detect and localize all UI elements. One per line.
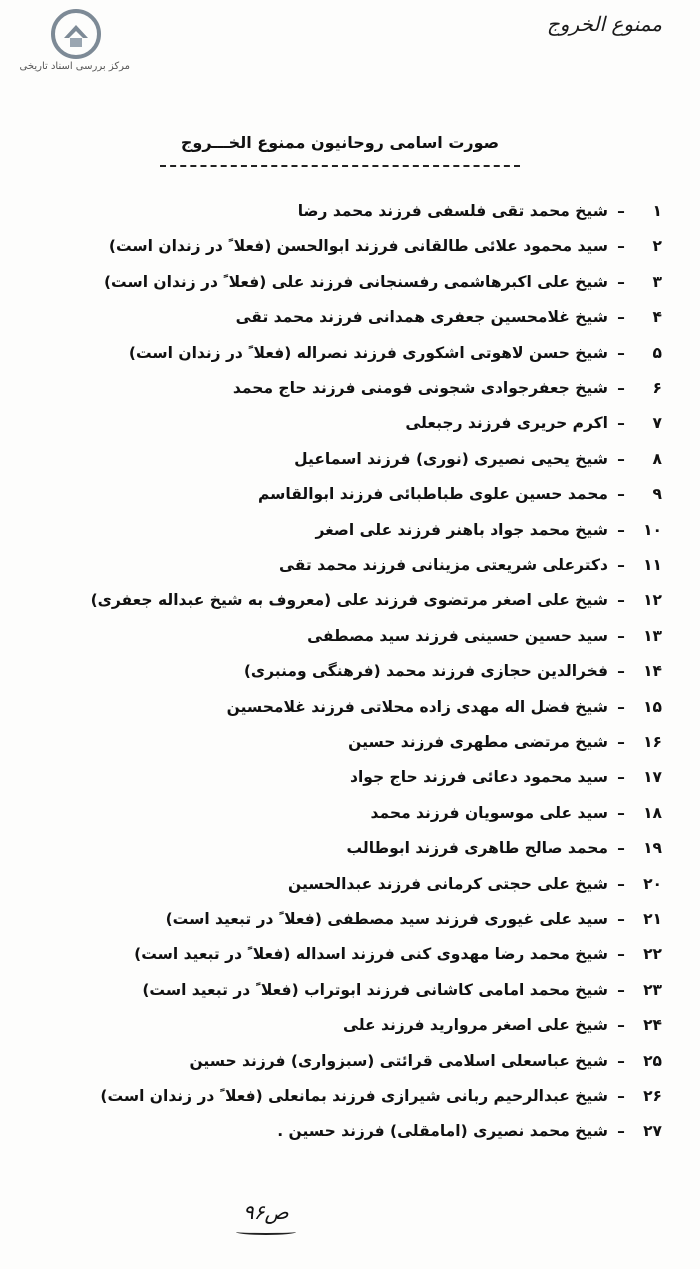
- list-item: [347, 833, 663, 863]
- item-text: دکترعلی شریعتی مزینانی فرزند محمد تقی: [279, 556, 608, 574]
- list-item: [129, 338, 662, 368]
- item-text: سید محمود علائی طالقانی فرزند ابوالحسن (فعلا ً در زندان است): [108, 237, 608, 256]
- list-item: [227, 692, 662, 722]
- item-text: شیخ علی اصغر مروارید فرزند علی: [343, 1016, 608, 1035]
- item-text: سید علی غیوری فرزند سید مصطفی (فعلا ً در تبعید است): [165, 910, 608, 928]
- item-text: محمد صالح طاهری فرزند ابوطالب: [346, 839, 608, 858]
- item-text: محمد حسین علوی طباطبائی فرزند ابوالقاسم: [258, 485, 608, 504]
- item-dash: –: [617, 874, 625, 893]
- item-dash: –: [617, 768, 625, 787]
- page-number-underline: [236, 1229, 296, 1235]
- item-text: شیخ علی اکبرهاشمی رفسنجانی فرزند علی (فعلا ً در زندان است): [103, 272, 608, 291]
- item-number: ۲۱: [643, 910, 662, 928]
- item-number: ۹: [652, 485, 662, 504]
- item-dash: –: [617, 1016, 625, 1035]
- list-item: [109, 231, 662, 261]
- archive-emblem-icon: [50, 8, 102, 60]
- item-text: سید حسین حسینی فرزند سید مصطفی: [307, 626, 608, 645]
- item-number: ۲۴: [643, 1016, 662, 1035]
- item-number: ۱۵: [643, 697, 662, 716]
- item-text: سید محمود دعائی فرزند حاج جواد: [349, 768, 608, 787]
- item-dash: –: [617, 591, 625, 610]
- item-dash: –: [617, 1051, 625, 1070]
- item-dash: –: [617, 980, 625, 999]
- item-number: ۷: [652, 414, 662, 433]
- list-item: [100, 1081, 662, 1111]
- list-item: [315, 515, 662, 545]
- list-item: [104, 267, 662, 297]
- item-dash: –: [617, 485, 625, 504]
- item-dash: –: [617, 1122, 625, 1141]
- item-dash: –: [617, 626, 625, 645]
- item-dash: –: [617, 414, 625, 433]
- list-item: [371, 798, 662, 828]
- item-text: شیخ علی حجتی کرمانی فرزند عبدالحسین: [288, 874, 608, 893]
- item-dash: –: [617, 379, 625, 397]
- item-number: ۲۵: [643, 1051, 662, 1070]
- list-item: [142, 975, 662, 1005]
- list-item: [189, 1046, 662, 1076]
- item-dash: –: [617, 449, 625, 468]
- item-text: شیخ غلامحسین جعفری همدانی فرزند محمد تقی: [235, 308, 608, 327]
- item-number: ۴: [652, 308, 662, 327]
- item-text: شیخ فضل اله مهدی زاده محلاتی فرزند غلامحسین: [226, 697, 608, 716]
- item-number: ۱۷: [643, 768, 662, 787]
- item-number: ۱۸: [643, 803, 662, 822]
- item-text: شیخ مرتضی مطهری فرزند حسین: [348, 733, 608, 751]
- item-text: شیخ علی اصغر مرتضوی فرزند علی (معروف به شیخ عبداله جعفری): [90, 591, 608, 610]
- item-dash: –: [617, 697, 625, 716]
- item-text: شیخ حسن لاهوتی اشکوری فرزند نصراله (فعلا ً در زندان است): [128, 343, 608, 362]
- list-item: [233, 373, 662, 403]
- item-number: ۲: [652, 237, 662, 256]
- item-dash: –: [617, 308, 625, 327]
- item-text: شیخ محمد امامی کاشانی فرزند ابوتراب (فعلا ً در تبعید است): [142, 980, 608, 999]
- item-number: ۶: [652, 379, 662, 397]
- item-number: ۲۳: [643, 980, 662, 999]
- item-text: شیخ عباسعلی اسلامی قرائتی (سبزواری) فرزند حسین: [189, 1051, 608, 1070]
- list-item: [343, 1010, 662, 1040]
- item-number: ۱۰: [643, 520, 662, 539]
- item-dash: –: [617, 520, 625, 539]
- list-item: [277, 1116, 662, 1146]
- list-item: [405, 408, 662, 438]
- item-text: اکرم حریری فرزند رجبعلی: [405, 414, 608, 433]
- list-item: [166, 904, 662, 934]
- item-dash: –: [617, 910, 625, 928]
- item-dash: –: [617, 1087, 625, 1105]
- item-number: ۱۶: [643, 733, 662, 751]
- item-dash: –: [617, 803, 625, 822]
- item-number: ۵: [652, 343, 662, 362]
- item-number: ۲۶: [643, 1087, 662, 1105]
- list-item: [294, 444, 662, 474]
- item-number: ۱۳: [643, 626, 662, 645]
- item-dash: –: [617, 237, 625, 256]
- title-underline: [160, 165, 520, 167]
- item-dash: –: [617, 839, 625, 858]
- item-dash: –: [617, 556, 625, 574]
- corner-handwritten-note: ممنوع الخروج: [546, 12, 662, 36]
- list-item: [307, 621, 662, 651]
- page-number: ص۹۶: [243, 1200, 289, 1224]
- list-item: [348, 727, 662, 757]
- item-dash: –: [617, 733, 625, 751]
- item-dash: –: [617, 272, 625, 291]
- item-dash: –: [617, 662, 625, 681]
- item-dash: –: [617, 343, 625, 362]
- list-item: [236, 302, 662, 332]
- list-item: [279, 550, 662, 580]
- item-text: شیخ عبدالرحیم ربانی شیرازی فرزند بمانعلی (فعلا ً در زندان است): [100, 1087, 608, 1105]
- list-item: [244, 656, 662, 686]
- item-number: ۲۰: [643, 874, 662, 893]
- item-number: ۲۲: [643, 945, 662, 964]
- item-text: شیخ یحیی نصیری (نوری) فرزند اسماعیل: [294, 449, 608, 468]
- item-number: ۳: [652, 272, 662, 291]
- list-item: [258, 479, 662, 509]
- item-number: ۲۷: [643, 1122, 662, 1141]
- item-text: شیخ محمد جواد باهنر فرزند علی اصغر: [315, 520, 608, 539]
- list-item: [298, 196, 662, 226]
- item-number: ۱۴: [643, 662, 662, 681]
- item-number: ۱۲: [643, 591, 662, 610]
- item-number: ۱۹: [643, 839, 662, 858]
- archive-logo: [19, 8, 130, 72]
- item-text: شیخ محمد رضا مهدوی کنی فرزند اسداله (فعلا ً در تبعید است): [134, 945, 608, 964]
- item-text: شیخ محمد تقی فلسفی فرزند محمد رضا: [297, 202, 608, 220]
- list-item: [288, 869, 662, 899]
- document-title: صورت اسامی روحانیون ممنوع الخـــروج: [180, 133, 500, 152]
- list-item: [91, 585, 662, 615]
- archive-label: مرکز بررسی اسناد تاریخی: [19, 61, 130, 72]
- item-text: فخرالدین حجازی فرزند محمد (فرهنگی ومنبری): [243, 662, 608, 681]
- item-dash: –: [617, 202, 625, 220]
- item-number: ۱۱: [643, 556, 662, 574]
- list-item: [350, 762, 662, 792]
- item-number: ۱: [652, 202, 662, 220]
- item-text: شیخ محمد نصیری (امامقلی) فرزند حسین .: [277, 1122, 608, 1141]
- item-dash: –: [617, 945, 625, 964]
- list-item: [134, 939, 662, 969]
- item-text: شیخ جعفرجوادی شجونی فومنی فرزند حاج محمد: [232, 379, 608, 397]
- item-text: سید علی موسویان فرزند محمد: [370, 803, 608, 822]
- item-number: ۸: [652, 449, 662, 468]
